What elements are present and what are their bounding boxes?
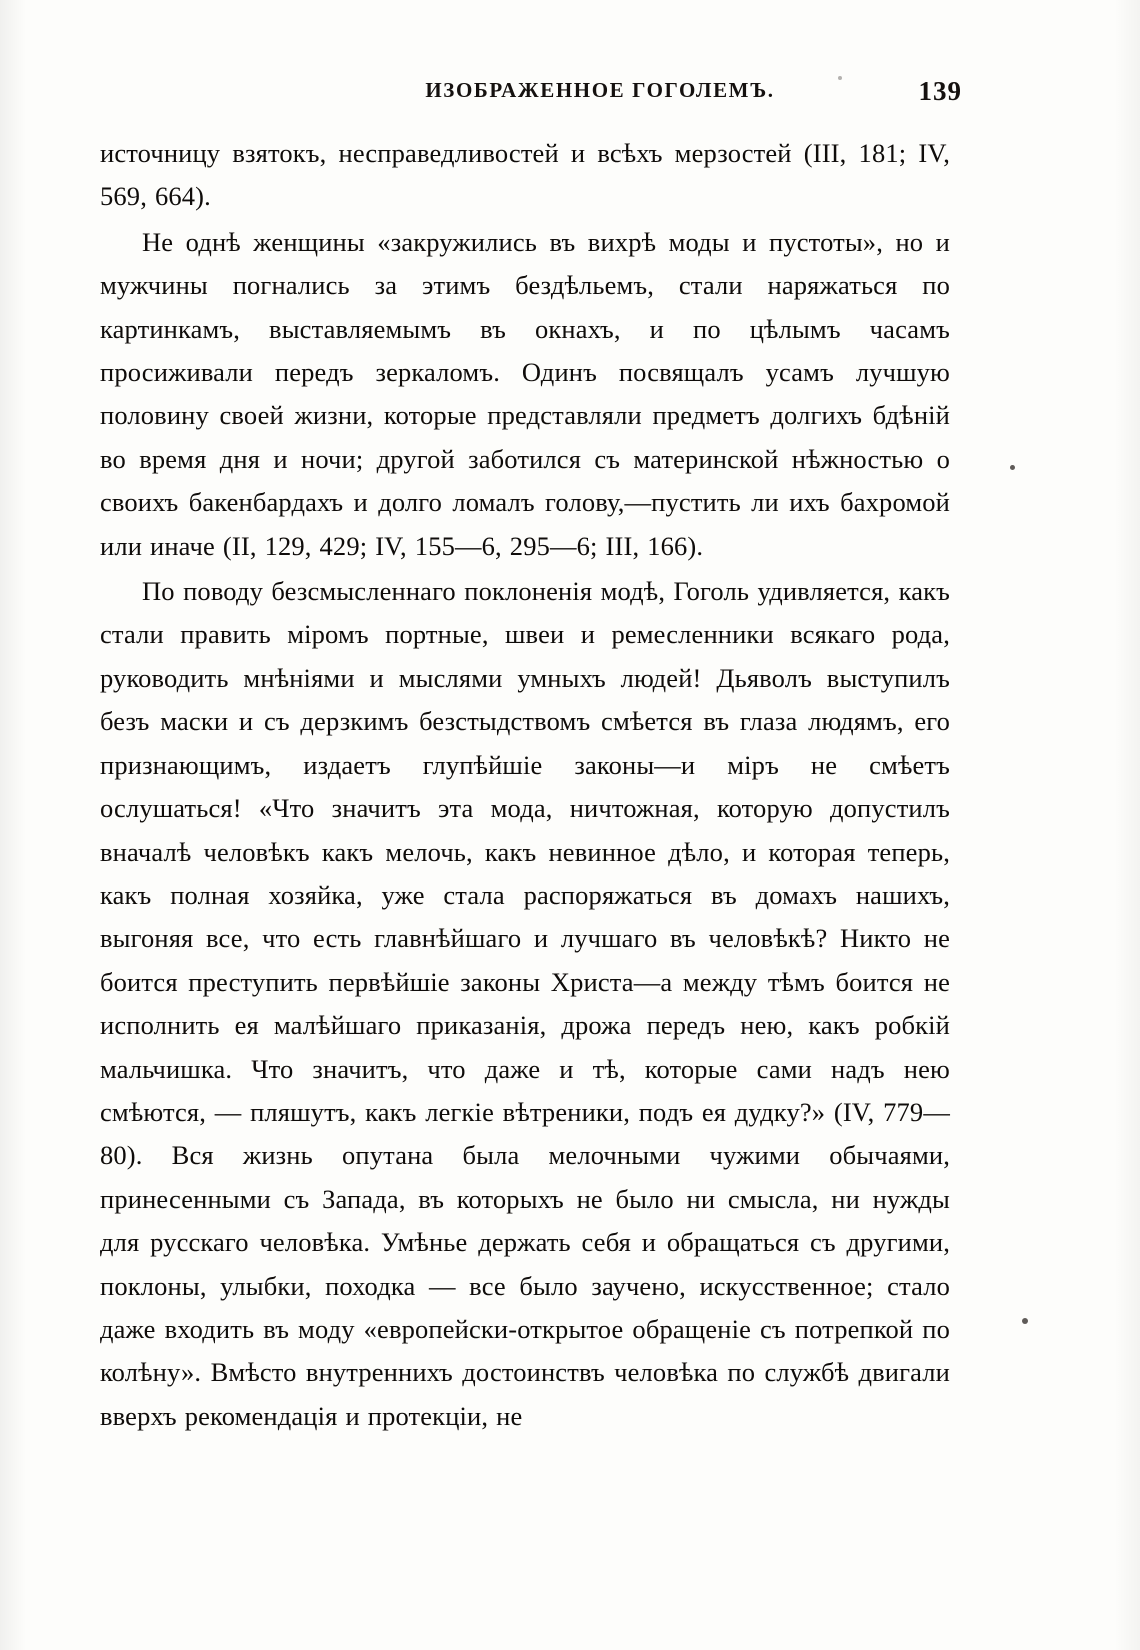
page-left-edge-shading <box>0 0 26 1650</box>
print-speck <box>1010 465 1015 470</box>
page-right-edge-shading <box>1114 0 1140 1650</box>
running-head <box>100 76 962 112</box>
page-number: 139 <box>918 76 962 106</box>
paragraph: По поводу безсмысленнаго поклоненія модѣ, Гоголь удивляется, какъ стали править міромъ портные, швеи и ремесленники всякаго рода, руководить мнѣніями и мыслями умныхъ людей! Дьяволъ выступилъ безъ маски и съ дерзкимъ безстыдствомъ смѣется въ глаза людямъ, его признающимъ, издаетъ глупѣйшіе законы—и міръ не смѣетъ ослушаться! «Что значитъ эта мода, ничтожная, которую допустилъ вначалѣ человѣкъ какъ мелочь, какъ невинное дѣло, и которая теперь, какъ полная хозяйка, уже стала распоряжаться въ домахъ нашихъ, выгоняя все, что есть главнѣйшаго и лучшаго въ человѣкѣ? Никто не боится преступить первѣйшіе законы Христа—а между тѣмъ боится не исполнить ея малѣйшаго приказанія, дрожа передъ нею, какъ робкій мальчишка. Что значитъ, что даже и тѣ, которые сами надъ нею смѣются, — пляшутъ, какъ легкіе вѣтреники, подъ ея дудку?» (IV, 779—80). Вся жизнь опутана была мелочными чужими обычаями, принесенными съ Запада, въ которыхъ не было ни смысла, ни нужды для русскаго человѣка. Умѣнье держать себя и обращаться съ другими, поклоны, улыбки, походка — все было заучено, искусственное; стало даже входить въ моду «европейски-открытое обращеніе съ потрепкой по колѣну». Вмѣсто внутреннихъ достоинствъ человѣка по службѣ двигали вверхъ рекомендація и протекціи, не <box>100 576 950 1431</box>
body-text <box>100 132 950 1438</box>
print-speck <box>1022 1318 1028 1324</box>
paragraph: Не однѣ женщины «закружились въ вихрѣ моды и пустоты», но и мужчины погнались за этимъ бездѣльемъ, стали наряжаться по картинкамъ, выставляемымъ въ окнахъ, и по цѣлымъ часамъ просиживали передъ зеркаломъ. Одинъ посвящалъ усамъ лучшую половину своей жизни, которые представляли предметъ долгихъ бдѣній во время дня и ночи; другой заботился съ материнской нѣжностью о своихъ бакенбардахъ и долго ломалъ голову,—пустить ли ихъ бахромой или иначе (II, 129, 429; IV, 155—6, 295—6; III, 166). <box>100 226 950 561</box>
running-title: ИЗОБРАЖЕННОЕ ГОГОЛЕМЪ. <box>425 78 775 102</box>
paragraph: источницу взятокъ, несправедливостей и всѣхъ мерзостей (III, 181; IV, 569, 664). <box>100 138 950 212</box>
page-content <box>100 76 962 1438</box>
